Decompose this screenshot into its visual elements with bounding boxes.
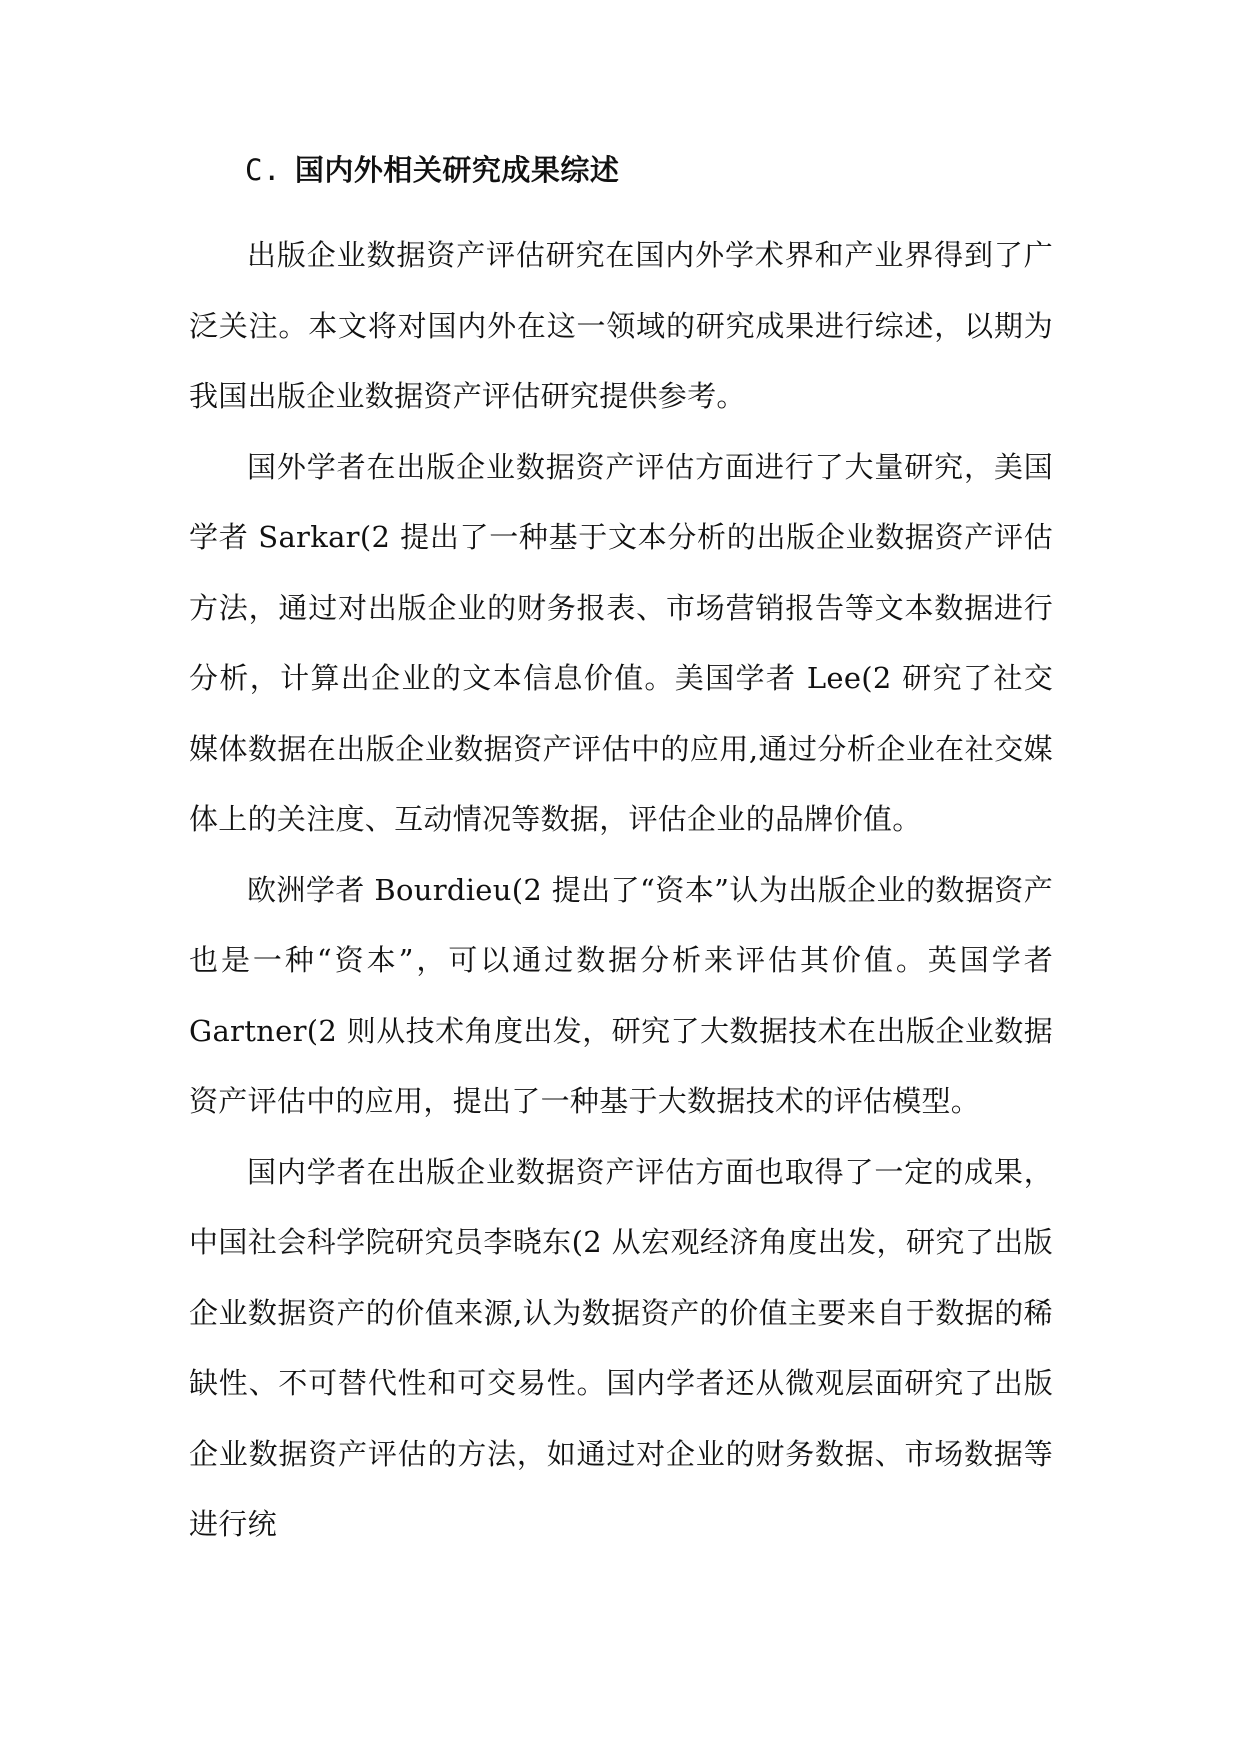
paragraph: 出版企业数据资产评估研究在国内外学术界和产业界得到了广泛关注。本文将对国内外在这一领域的研究成果进行综述，以期为我国出版企业数据资产评估研究提供参考。 [189,238,1053,413]
section-heading [245,148,619,192]
section-number: C. [245,153,281,187]
paragraph: 欧洲学者 Bourdieu(2 提出了“资本”认为出版企业的数据资产也是一种“资本”，可以通过数据分析来评估其价值。英国学者 Gartner(2 则从技术角度出发，研究了大数据技术在出版企业数据资产评估中的应用，提出了一种基于大数据技术的评估模型。 [189,872,1053,1118]
paragraph: 国内学者在出版企业数据资产评估方面也取得了一定的成果，中国社会科学院研究员李晓东(2 从宏观经济角度出发，研究了出版企业数据资产的价值来源,认为数据资产的价值主要来自于数据的稀缺性、不可替代性和可交易性。国内学者还从微观层面研究了出版企业数据资产评估的方法，如通过对企业的财务数据、市场数据等进行统 [189,1154,1053,1541]
paragraph: 国外学者在出版企业数据资产评估方面进行了大量研究，美国学者 Sarkar(2 提出了一种基于文本分析的出版企业数据资产评估方法，通过对出版企业的财务报表、市场营销报告等文本数据进行分析，计算出企业的文本信息价值。美国学者 Lee(2 研究了社交媒体数据在出版企业数据资产评估中的应用,通过分析企业在社交媒体上的关注度、互动情况等数据，评估企业的品牌价值。 [189,449,1053,836]
body-text [189,220,1053,1560]
section-title: 国内外相关研究成果综述 [294,153,620,187]
